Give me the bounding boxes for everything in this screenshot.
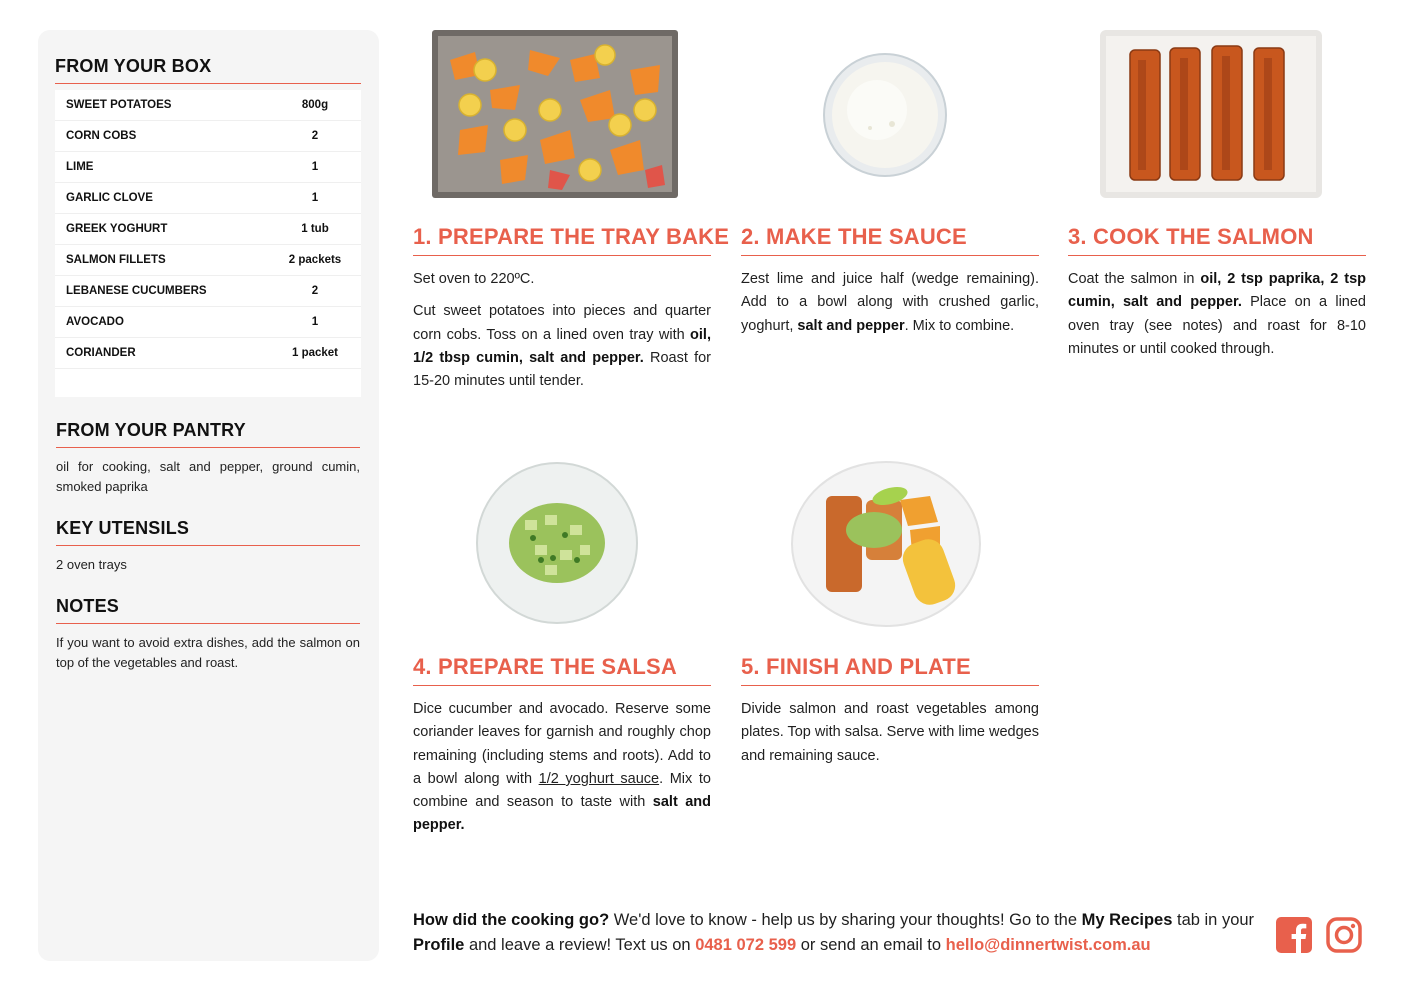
ingredients-table: [55, 90, 361, 397]
ingredient-name: AVOCADO: [66, 316, 124, 328]
ingredient-row: [55, 152, 361, 183]
step-1: [413, 224, 730, 402]
ingredient-row: [55, 183, 361, 214]
step-2-title: 2. MAKE THE SAUCE: [741, 224, 1039, 256]
ingredient-name: CORN COBS: [66, 130, 137, 142]
ingredient-qty: 1 tub: [301, 223, 329, 235]
step-bold-text: oil, 1/2 tbsp cumin, salt and pepper.: [413, 326, 711, 366]
ingredient-name: CORIANDER: [66, 347, 136, 359]
step-text: Roast for 15-20 minutes until tender.: [413, 349, 711, 390]
step-2-text: [741, 268, 1039, 338]
step-2-body: [741, 268, 1039, 338]
notes-text: If you want to avoid extra dishes, add the salmon on top of the vegetables and roast.: [56, 635, 360, 670]
my-recipes-link[interactable]: My Recipes: [1081, 911, 1173, 929]
footer-question: How did the cooking go?: [413, 911, 610, 929]
pantry-title: FROM YOUR PANTRY: [56, 420, 360, 448]
phone-number[interactable]: 0481 072 599: [695, 936, 797, 954]
utensils-section: [56, 518, 360, 575]
salmon-tray-photo: [1100, 30, 1322, 198]
pantry-text: oil for cooking, salt and pepper, ground cumin, smoked paprika: [56, 459, 360, 494]
step-5-body: [741, 698, 1039, 768]
step-4: [413, 654, 711, 847]
ingredient-row: [55, 307, 361, 338]
ingredient-name: LEBANESE CUCUMBERS: [66, 285, 207, 297]
ingredients-sidebar: [38, 30, 379, 961]
step-4-body: [413, 698, 711, 838]
step-text: . Mix to combine.: [904, 317, 1015, 334]
step-text: . Mix to combine and season to taste with: [413, 770, 711, 811]
ingredient-row: [55, 276, 361, 307]
tray-bake-photo: [430, 30, 680, 200]
utensils-title: KEY UTENSILS: [56, 518, 360, 546]
from-your-box-title: FROM YOUR BOX: [55, 56, 361, 84]
salsa-bowl-photo: [475, 460, 639, 626]
step-2: [741, 224, 1039, 347]
step-text: Place on a lined oven tray (see notes) and roast for 8-10 minutes or until cooked through.: [1068, 294, 1367, 357]
step-3-title: 3. COOK THE SALMON: [1068, 224, 1366, 256]
yoghurt-sauce-photo: [822, 52, 948, 178]
footer-text: tab in your: [1172, 911, 1255, 929]
pantry-section: [56, 420, 360, 497]
ingredient-qty: 1: [311, 316, 319, 328]
notes-section: [56, 596, 360, 673]
plated-dish-photo: [790, 460, 982, 628]
profile-link[interactable]: Profile: [413, 936, 465, 954]
feedback-footer: [413, 908, 1263, 958]
email-link[interactable]: hello@dinnertwist.com.au: [945, 936, 1151, 954]
ingredient-name: GREEK YOGHURT: [66, 223, 168, 235]
step-3: [1068, 224, 1366, 370]
step-bold-text: salt and pepper.: [413, 794, 711, 834]
step-1-text-2: [413, 300, 711, 393]
ingredient-qty: 800g: [301, 99, 329, 111]
step-text: Zest lime and juice half (wedge remaining). Add to a bowl along with crushed garlic, yoghurt,: [741, 271, 1039, 334]
step-3-body: [1068, 268, 1366, 361]
ingredient-row: [55, 245, 361, 276]
step-text: Cut sweet potatoes into pieces and quarter corn cobs. Toss on a lined oven tray with: [413, 303, 711, 343]
footer-text: or send an email to: [796, 936, 946, 954]
ingredient-row: [55, 121, 361, 152]
step-1-body: [413, 268, 711, 393]
step-bold-text: oil, 2 tsp paprika, 2 tsp cumin, salt and pepper.: [1068, 271, 1366, 311]
step-5-text: Divide salmon and roast vegetables among plates. Top with salsa. Serve with lime wedges and remaining sauce.: [741, 701, 1039, 764]
step-underlined-text: 1/2 yoghurt sauce: [538, 770, 660, 787]
utensils-text: 2 oven trays: [56, 557, 127, 572]
step-1-text: Set oven to 220ºC.: [413, 271, 535, 287]
step-bold-text: salt and pepper: [797, 317, 905, 334]
ingredient-row: [55, 338, 361, 369]
step-4-title: 4. PREPARE THE SALSA: [413, 654, 711, 686]
ingredient-qty: 2: [311, 285, 319, 297]
ingredient-qty: 2: [311, 130, 319, 142]
notes-title: NOTES: [56, 596, 360, 624]
ingredient-name: SWEET POTATOES: [66, 99, 172, 111]
instagram-icon[interactable]: [1326, 917, 1362, 953]
step-3-text: [1068, 268, 1366, 361]
step-text: Coat the salmon in: [1068, 271, 1201, 287]
ingredient-name: LIME: [66, 161, 94, 173]
footer-text: We'd love to know - help us by sharing your thoughts! Go to the: [609, 911, 1082, 929]
ingredient-row: [55, 214, 361, 245]
step-1-title: 1. PREPARE THE TRAY BAKE: [413, 224, 711, 256]
ingredient-name: SALMON FILLETS: [66, 254, 166, 266]
ingredient-qty: 1 packet: [291, 347, 339, 359]
ingredient-qty: 1: [311, 192, 319, 204]
ingredient-qty: 1: [311, 161, 319, 173]
step-5: [741, 654, 1039, 777]
step-text: Dice cucumber and avocado. Reserve some coriander leaves for garnish and roughly chop remaining (including stems and roots). Add to a bowl along with: [413, 701, 711, 787]
ingredient-row: [55, 90, 361, 121]
step-4-text: [413, 698, 711, 838]
ingredient-qty: 2 packets: [288, 254, 342, 266]
facebook-icon[interactable]: [1276, 917, 1312, 953]
footer-text: and leave a review! Text us on: [464, 936, 696, 954]
step-5-title: 5. FINISH AND PLATE: [741, 654, 1039, 686]
ingredient-name: GARLIC CLOVE: [66, 192, 153, 204]
